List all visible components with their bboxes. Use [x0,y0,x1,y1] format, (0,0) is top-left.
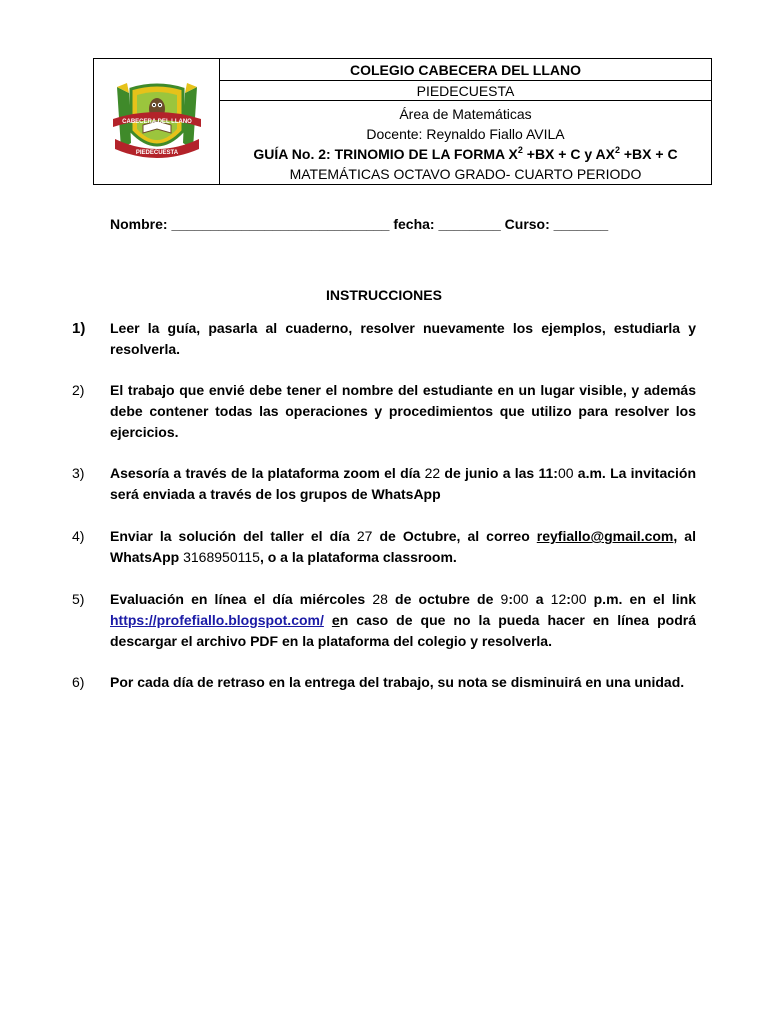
time-number: 00 [570,591,587,607]
instruction-number: 1) [72,320,86,337]
instruction-text: Por cada día de retraso en la entrega del trabajo, su nota se disminuirá en una unidad. [110,674,685,690]
time-number: 9 [500,591,509,607]
school-name: COLEGIO CABECERA DEL LLANO [220,59,711,81]
instruction-number: 2) [72,382,85,398]
guide-title-b: +BX + C y AX [522,146,615,162]
instruction-item [72,318,696,360]
instructions-title: INSTRUCCIONES [326,287,442,303]
date-number: 28 [372,591,388,607]
logo-ribbon-text: CABECERA DEL LLANO [121,118,192,125]
guide-title-c: +BX + C [619,146,678,162]
logo-cell [94,59,220,184]
instruction-text [110,589,696,652]
instruction-text: Leer la guía, pasarla al cuaderno, resolver nuevamente los ejemplos, estudiarla y resolverla. [110,320,696,357]
time-number: 00 [512,591,529,607]
text-segment: de octubre de [387,591,501,607]
text-segment: : [566,591,571,607]
area-label: Área de Matemáticas [399,106,532,122]
text-segment: Evaluación en línea el día miércoles [110,591,373,607]
text-segment: n caso de que no la pueda hacer en línea podrá descargar el archivo PDF en la plataforma del colegio y resolverla. [110,612,696,649]
text-segment: : [508,591,513,607]
header-info [220,59,711,184]
instruction-number: 5) [72,591,85,607]
instruction-text [110,526,696,568]
school-city: PIEDECUESTA [220,81,711,101]
logo-bottom-text: PIEDECUESTA [135,149,178,156]
text-segment: e [331,612,340,628]
instruction-item [72,526,696,568]
text-segment: , al WhatsApp [110,528,696,565]
header-table [93,58,712,185]
phone-number: 3168950115 [183,549,260,565]
text-segment: Asesoría a través de la plataforma zoom el día [110,465,425,481]
text-segment: a [528,591,551,607]
subject-label-a: MATEMÁTICAS [289,166,390,182]
school-crest-logo [109,79,205,165]
instruction-number: 6) [72,674,85,690]
instruction-item [72,589,696,652]
text-segment: p.m. en el link [586,591,696,607]
text-segment: , o a la plataforma classroom. [259,549,457,565]
instruction-item [72,672,696,693]
instruction-number: 3) [72,465,85,481]
guide-exponent-2: 2 [614,145,620,155]
time-number: 12 [550,591,567,607]
date-number: 27 [356,528,373,544]
text-segment: de Octubre, al correo [372,528,537,544]
subject-label-b: OCTAVO GRADO- CUARTO PERIODO [389,166,642,182]
guide-title [220,144,711,164]
blog-link[interactable]: https://profefiallo.blogspot.com/ [110,612,324,628]
teacher-label: Docente: Reynaldo Fiallo AVILA [366,126,565,142]
guide-exponent-1: 2 [517,145,523,155]
text-segment: a.m. La invitación será enviada a través de los grupos de WhatsApp [110,465,697,502]
time-number: 11 [538,465,554,481]
guide-title-a: GUÍA No. 2: TRINOMIO DE LA FORMA X [253,146,518,162]
time-number: 00 [557,465,574,481]
email-address[interactable]: reyfiallo@gmail.com [536,528,674,544]
text-segment: de junio a las [440,465,539,481]
student-info-line: Nombre: ____________________________ fecha: ________ Curso: _______ [110,216,609,232]
date-number: 22 [424,465,441,481]
instruction-item [72,380,696,443]
text-segment: : [553,465,558,481]
text-segment: Enviar la solución del taller el día [110,528,357,544]
instruction-text: El trabajo que envié debe tener el nombre del estudiante en un lugar visible, y además debe contener todas las operaciones y procedimientos que utilizo para resolver los ejercicios. [110,382,696,440]
instruction-item [72,463,696,505]
instruction-text [110,463,696,505]
instruction-number: 4) [72,528,85,544]
subject-label [220,164,711,184]
text-segment [324,612,332,628]
